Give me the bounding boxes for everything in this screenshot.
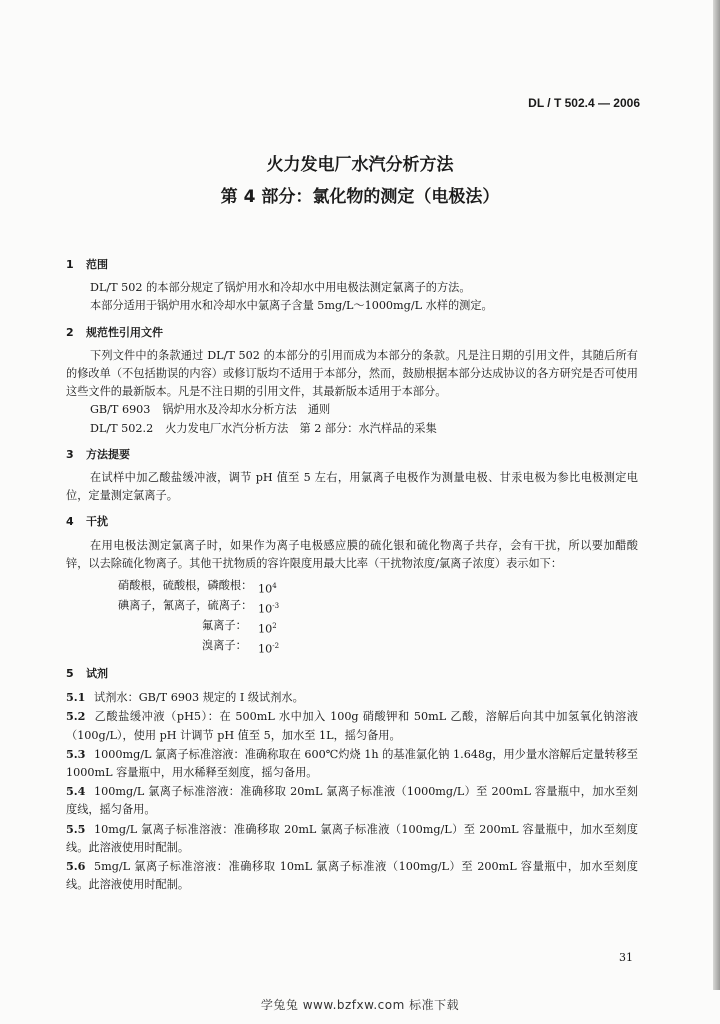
paragraph: 本部分适用于锅炉用水和冷却水中氯离子含量 5mg/L～1000mg/L 水样的测定。 xyxy=(90,299,493,313)
document-body xyxy=(66,248,638,894)
document-subtitle: 第 4 部分：氯化物的测定（电极法） xyxy=(220,187,500,207)
paragraph: 在试样中加乙酸盐缓冲液，调节 pH 值至 5 左右，用氯离子电极作为测量电极、甘汞电极为参比电极测定电位，定量测定氯离子。 xyxy=(66,471,638,503)
limit-value: $10^4$ xyxy=(258,582,277,596)
paragraph: 在用电极法测定氯离子时，如果作为离子电极感应膜的硫化银和硫化物离子共存，会有干扰，所以要加醋酸锌，以去除硫化物离子。其他干扰物质的容许限度用最大比率（干扰物浓度/氯离子浓度）表示如下： xyxy=(66,538,638,570)
section-title: 干扰 xyxy=(86,515,108,529)
limit-label: 氟离子： xyxy=(202,619,247,633)
limit-value: $10^{-3}$ xyxy=(258,602,280,616)
reference-item xyxy=(66,401,638,419)
section-number: 2 xyxy=(66,325,74,339)
reagent-item xyxy=(66,857,638,894)
clause-text: 乙酸盐缓冲液（pH5）：在 500mL 水中加入 100g 硝酸钾和 50mL 乙酸，溶解后向其中加氢氧化钠溶液（100g/L），使用 pH 计调节 pH 值至 5，加水至 1L，摇匀备用。 xyxy=(66,710,638,742)
clause-number: 5.2 xyxy=(66,709,86,724)
clause-text: 5mg/L 氯离子标准溶液：准确移取 10mL 氯离子标准液（100mg/L）至 200mL 容量瓶中，加水至刻度线。此溶液使用时配制。 xyxy=(66,860,638,892)
section-number: 5 xyxy=(66,667,74,681)
section-number: 3 xyxy=(66,447,74,461)
interference-limits xyxy=(118,577,638,657)
footer-watermark-text: 学兔兔 www.bzfxw.com 标准下载 xyxy=(260,998,460,1012)
page-number: 31 xyxy=(619,951,633,964)
clause-text: 1000mg/L 氯离子标准溶液：准确称取在 600℃灼烧 1h 的基准氯化钠 1.648g，用少量水溶解后定量转移至 1000mL 容量瓶中，用水稀释至刻度，摇匀备用。 xyxy=(66,747,638,780)
clause-number: 5.5 xyxy=(66,821,86,836)
reagent-item xyxy=(66,782,638,819)
section-heading-method-summary xyxy=(66,446,638,464)
standard-code: DL / T 502.4 — 2006 xyxy=(528,96,640,110)
limit-row xyxy=(118,637,638,657)
limit-label: 碘离子，氰离子，硫离子： xyxy=(118,599,253,613)
page-edge-shadow xyxy=(713,0,720,990)
clause-number: 5.6 xyxy=(66,859,86,874)
section-heading-interference xyxy=(66,513,638,531)
paragraph: 下列文件中的条款通过 DL/T 502 的本部分的引用而成为本部分的条款。凡是注日期的引用文件，其随后所有的修改单（不包括勘误的内容）或修订版均不适用于本部分，然而，鼓励根据本部分达成协议的各方研究是否可使用这些文件的最新版本。凡是不注日期的引用文件，其最新版本适用于本部分。 xyxy=(66,348,638,399)
reagent-item xyxy=(66,707,638,744)
clause-text: 100mg/L 氯离子标准溶液：准确移取 20mL 氯离子标准液（1000mg/L）至 200mL 容量瓶中，加水至刻度线，摇匀备用。 xyxy=(66,785,638,817)
reference-code: GB/T 6903 xyxy=(90,403,151,417)
limit-value: $10^2$ xyxy=(258,622,277,636)
clause-number: 5.3 xyxy=(66,746,86,761)
reference-title: 火力发电厂水汽分析方法 第 2 部分：水汽样品的采集 xyxy=(165,421,437,435)
section-heading-scope xyxy=(66,256,638,274)
document-title: 火力发电厂水汽分析方法 xyxy=(266,155,454,175)
section-title: 规范性引用文件 xyxy=(86,325,163,339)
paragraph: DL/T 502 的本部分规定了锅炉用水和冷却水中用电极法测定氯离子的方法。 xyxy=(90,281,471,295)
limit-label: 溴离子： xyxy=(202,639,247,653)
clause-text: 试剂水：GB/T 6903 规定的 Ⅰ 级试剂水。 xyxy=(94,691,304,705)
reference-code: DL/T 502.2 xyxy=(90,421,154,435)
limit-row xyxy=(118,577,638,597)
section-heading-normative-references xyxy=(66,324,638,342)
clause-number: 5.1 xyxy=(66,690,86,705)
limit-label: 硝酸根，硫酸根，磷酸根： xyxy=(118,579,253,593)
reagent-item xyxy=(66,745,638,782)
clause-text: 10mg/L 氯离子标准溶液：准确移取 20mL 氯离子标准液（100mg/L）至 200mL 容量瓶中，加水至刻度线。此溶液使用时配制。 xyxy=(66,822,638,854)
section-number: 4 xyxy=(66,515,74,529)
section-title: 范围 xyxy=(86,258,108,271)
reference-title: 锅炉用水及冷却水分析方法 通则 xyxy=(162,403,331,417)
limit-row xyxy=(118,597,638,617)
reference-item xyxy=(66,420,638,438)
limit-value: $10^{-2}$ xyxy=(258,642,280,656)
limit-row xyxy=(118,617,638,637)
clause-number: 5.4 xyxy=(66,784,86,799)
section-number: 1 xyxy=(66,258,74,271)
section-title: 方法提要 xyxy=(86,447,130,461)
reagent-item xyxy=(66,820,638,857)
section-heading-reagents xyxy=(66,665,638,683)
section-title: 试剂 xyxy=(86,667,108,681)
reagent-item xyxy=(66,688,638,707)
